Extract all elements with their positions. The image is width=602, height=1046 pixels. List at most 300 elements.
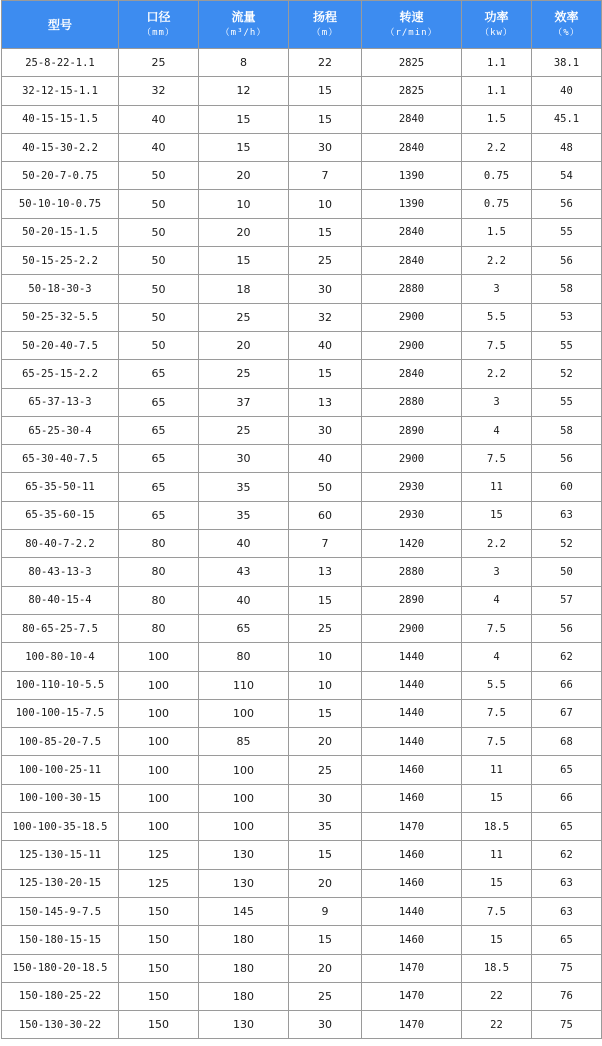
cell-speed: 1420 [362, 530, 462, 558]
cell-speed: 2825 [362, 77, 462, 105]
cell-flow: 43 [199, 558, 289, 586]
cell-speed: 1460 [362, 926, 462, 954]
cell-speed: 1440 [362, 643, 462, 671]
cell-speed: 1460 [362, 869, 462, 897]
cell-efficiency: 56 [532, 190, 602, 218]
cell-efficiency: 40 [532, 77, 602, 105]
cell-model: 65-25-30-4 [2, 416, 119, 444]
cell-head: 30 [289, 133, 362, 161]
cell-flow: 100 [199, 813, 289, 841]
cell-diameter: 32 [119, 77, 199, 105]
table-row [2, 954, 602, 982]
cell-power: 0.75 [462, 190, 532, 218]
cell-power: 4 [462, 416, 532, 444]
cell-model: 50-20-15-1.5 [2, 218, 119, 246]
cell-head: 20 [289, 954, 362, 982]
cell-diameter: 150 [119, 1011, 199, 1039]
cell-efficiency: 52 [532, 360, 602, 388]
cell-diameter: 50 [119, 247, 199, 275]
cell-model: 50-18-30-3 [2, 275, 119, 303]
table-row [2, 897, 602, 925]
cell-head: 60 [289, 501, 362, 529]
cell-efficiency: 52 [532, 530, 602, 558]
cell-power: 0.75 [462, 162, 532, 190]
header-unit: （m） [311, 27, 339, 38]
cell-head: 15 [289, 841, 362, 869]
cell-diameter: 150 [119, 897, 199, 925]
cell-power: 11 [462, 841, 532, 869]
cell-head: 25 [289, 982, 362, 1010]
cell-power: 1.5 [462, 218, 532, 246]
cell-model: 100-85-20-7.5 [2, 728, 119, 756]
cell-head: 15 [289, 586, 362, 614]
cell-power: 1.5 [462, 105, 532, 133]
table-row [2, 416, 602, 444]
cell-efficiency: 56 [532, 247, 602, 275]
cell-model: 150-130-30-22 [2, 1011, 119, 1039]
cell-power: 7.5 [462, 728, 532, 756]
cell-diameter: 50 [119, 331, 199, 359]
cell-head: 9 [289, 897, 362, 925]
cell-speed: 1440 [362, 671, 462, 699]
cell-model: 150-180-15-15 [2, 926, 119, 954]
cell-model: 25-8-22-1.1 [2, 49, 119, 77]
cell-power: 7.5 [462, 897, 532, 925]
cell-power: 3 [462, 388, 532, 416]
header-efficiency [532, 1, 602, 49]
header-label: 功率 [484, 9, 509, 24]
cell-flow: 145 [199, 897, 289, 925]
cell-speed: 2840 [362, 105, 462, 133]
header-row [2, 1, 602, 49]
cell-model: 80-65-25-7.5 [2, 614, 119, 642]
cell-efficiency: 63 [532, 869, 602, 897]
cell-power: 11 [462, 756, 532, 784]
cell-head: 30 [289, 1011, 362, 1039]
cell-flow: 20 [199, 331, 289, 359]
cell-model: 40-15-30-2.2 [2, 133, 119, 161]
table-row [2, 388, 602, 416]
cell-flow: 110 [199, 671, 289, 699]
cell-flow: 10 [199, 190, 289, 218]
cell-power: 15 [462, 926, 532, 954]
table-row [2, 671, 602, 699]
header-unit: （kw） [480, 27, 513, 38]
cell-head: 20 [289, 728, 362, 756]
cell-power: 3 [462, 275, 532, 303]
cell-efficiency: 55 [532, 218, 602, 246]
cell-head: 10 [289, 643, 362, 671]
cell-speed: 2900 [362, 445, 462, 473]
cell-flow: 80 [199, 643, 289, 671]
cell-model: 125-130-20-15 [2, 869, 119, 897]
cell-head: 50 [289, 473, 362, 501]
cell-head: 20 [289, 869, 362, 897]
header-head [289, 1, 362, 49]
header-label: 转速 [399, 9, 424, 24]
cell-head: 32 [289, 303, 362, 331]
cell-head: 13 [289, 558, 362, 586]
cell-efficiency: 62 [532, 841, 602, 869]
cell-efficiency: 56 [532, 445, 602, 473]
cell-speed: 1460 [362, 756, 462, 784]
cell-diameter: 80 [119, 558, 199, 586]
cell-power: 1.1 [462, 77, 532, 105]
cell-flow: 12 [199, 77, 289, 105]
cell-head: 13 [289, 388, 362, 416]
cell-flow: 180 [199, 982, 289, 1010]
cell-efficiency: 62 [532, 643, 602, 671]
cell-head: 30 [289, 784, 362, 812]
cell-speed: 2930 [362, 501, 462, 529]
cell-efficiency: 58 [532, 416, 602, 444]
cell-model: 80-40-7-2.2 [2, 530, 119, 558]
cell-speed: 1440 [362, 897, 462, 925]
table-row [2, 501, 602, 529]
table-row [2, 247, 602, 275]
cell-diameter: 80 [119, 530, 199, 558]
cell-model: 50-10-10-0.75 [2, 190, 119, 218]
cell-power: 22 [462, 1011, 532, 1039]
cell-speed: 1440 [362, 699, 462, 727]
cell-model: 100-100-15-7.5 [2, 699, 119, 727]
cell-power: 5.5 [462, 671, 532, 699]
cell-efficiency: 53 [532, 303, 602, 331]
cell-flow: 25 [199, 303, 289, 331]
cell-model: 65-25-15-2.2 [2, 360, 119, 388]
cell-efficiency: 56 [532, 614, 602, 642]
cell-speed: 2880 [362, 275, 462, 303]
header-power [462, 1, 532, 49]
pump-spec-table [1, 0, 602, 1039]
cell-efficiency: 38.1 [532, 49, 602, 77]
cell-model: 40-15-15-1.5 [2, 105, 119, 133]
cell-efficiency: 50 [532, 558, 602, 586]
cell-power: 3 [462, 558, 532, 586]
cell-diameter: 150 [119, 926, 199, 954]
cell-model: 150-180-25-22 [2, 982, 119, 1010]
cell-power: 22 [462, 982, 532, 1010]
cell-efficiency: 75 [532, 1011, 602, 1039]
cell-power: 15 [462, 501, 532, 529]
cell-diameter: 65 [119, 501, 199, 529]
cell-diameter: 50 [119, 303, 199, 331]
cell-power: 7.5 [462, 614, 532, 642]
cell-efficiency: 68 [532, 728, 602, 756]
cell-diameter: 80 [119, 614, 199, 642]
table-row [2, 473, 602, 501]
cell-efficiency: 76 [532, 982, 602, 1010]
cell-power: 1.1 [462, 49, 532, 77]
cell-diameter: 25 [119, 49, 199, 77]
cell-efficiency: 65 [532, 756, 602, 784]
cell-power: 5.5 [462, 303, 532, 331]
cell-speed: 2840 [362, 218, 462, 246]
cell-flow: 85 [199, 728, 289, 756]
header-unit: （mm） [142, 27, 175, 38]
header-label: 口径 [146, 9, 171, 24]
cell-flow: 65 [199, 614, 289, 642]
table-row [2, 162, 602, 190]
cell-flow: 180 [199, 954, 289, 982]
cell-power: 18.5 [462, 813, 532, 841]
cell-speed: 1470 [362, 982, 462, 1010]
cell-diameter: 50 [119, 162, 199, 190]
cell-flow: 18 [199, 275, 289, 303]
table-row [2, 699, 602, 727]
cell-speed: 2900 [362, 331, 462, 359]
table-row [2, 105, 602, 133]
table-row [2, 190, 602, 218]
cell-speed: 2840 [362, 133, 462, 161]
cell-model: 65-37-13-3 [2, 388, 119, 416]
cell-power: 7.5 [462, 445, 532, 473]
cell-power: 18.5 [462, 954, 532, 982]
cell-flow: 8 [199, 49, 289, 77]
cell-efficiency: 67 [532, 699, 602, 727]
header-flow [199, 1, 289, 49]
cell-speed: 2825 [362, 49, 462, 77]
cell-model: 100-80-10-4 [2, 643, 119, 671]
header-unit: （m³/h） [220, 27, 267, 38]
cell-power: 4 [462, 586, 532, 614]
cell-flow: 35 [199, 501, 289, 529]
cell-diameter: 40 [119, 105, 199, 133]
cell-flow: 25 [199, 360, 289, 388]
cell-model: 65-30-40-7.5 [2, 445, 119, 473]
cell-diameter: 100 [119, 728, 199, 756]
cell-flow: 15 [199, 133, 289, 161]
cell-efficiency: 45.1 [532, 105, 602, 133]
cell-model: 80-40-15-4 [2, 586, 119, 614]
cell-power: 4 [462, 643, 532, 671]
table-row [2, 1011, 602, 1039]
cell-model: 125-130-15-11 [2, 841, 119, 869]
cell-speed: 1470 [362, 954, 462, 982]
cell-efficiency: 65 [532, 926, 602, 954]
cell-head: 15 [289, 105, 362, 133]
cell-speed: 1460 [362, 841, 462, 869]
table-row [2, 275, 602, 303]
table-row [2, 841, 602, 869]
cell-speed: 2890 [362, 416, 462, 444]
cell-flow: 100 [199, 699, 289, 727]
cell-head: 10 [289, 671, 362, 699]
table-row [2, 218, 602, 246]
cell-model: 32-12-15-1.1 [2, 77, 119, 105]
cell-efficiency: 63 [532, 501, 602, 529]
cell-model: 50-25-32-5.5 [2, 303, 119, 331]
cell-model: 50-20-40-7.5 [2, 331, 119, 359]
cell-head: 25 [289, 756, 362, 784]
cell-model: 50-20-7-0.75 [2, 162, 119, 190]
header-label: 效率 [554, 9, 579, 24]
cell-speed: 1470 [362, 1011, 462, 1039]
cell-speed: 2900 [362, 614, 462, 642]
cell-flow: 130 [199, 841, 289, 869]
cell-power: 7.5 [462, 331, 532, 359]
cell-diameter: 150 [119, 982, 199, 1010]
cell-flow: 15 [199, 105, 289, 133]
cell-efficiency: 66 [532, 671, 602, 699]
table-row [2, 586, 602, 614]
cell-diameter: 50 [119, 218, 199, 246]
table-row [2, 445, 602, 473]
cell-model: 50-15-25-2.2 [2, 247, 119, 275]
table-row [2, 49, 602, 77]
header-label: 流量 [231, 9, 256, 24]
cell-speed: 2840 [362, 247, 462, 275]
cell-head: 25 [289, 614, 362, 642]
cell-efficiency: 58 [532, 275, 602, 303]
header-label: 型号 [47, 17, 72, 32]
table-row [2, 331, 602, 359]
cell-flow: 20 [199, 218, 289, 246]
table-row [2, 756, 602, 784]
cell-power: 11 [462, 473, 532, 501]
cell-flow: 100 [199, 756, 289, 784]
cell-diameter: 50 [119, 190, 199, 218]
cell-speed: 2880 [362, 558, 462, 586]
cell-speed: 1470 [362, 813, 462, 841]
cell-efficiency: 54 [532, 162, 602, 190]
cell-efficiency: 57 [532, 586, 602, 614]
table-row [2, 982, 602, 1010]
cell-model: 80-43-13-3 [2, 558, 119, 586]
cell-model: 65-35-50-11 [2, 473, 119, 501]
table-row [2, 133, 602, 161]
cell-head: 15 [289, 218, 362, 246]
cell-efficiency: 63 [532, 897, 602, 925]
table-row [2, 784, 602, 812]
table-row [2, 77, 602, 105]
cell-efficiency: 55 [532, 331, 602, 359]
cell-efficiency: 65 [532, 813, 602, 841]
cell-head: 15 [289, 926, 362, 954]
table-row [2, 813, 602, 841]
table-row [2, 614, 602, 642]
cell-head: 30 [289, 416, 362, 444]
cell-head: 7 [289, 162, 362, 190]
cell-diameter: 100 [119, 784, 199, 812]
cell-speed: 1440 [362, 728, 462, 756]
cell-diameter: 125 [119, 841, 199, 869]
cell-speed: 1390 [362, 162, 462, 190]
header-speed [362, 1, 462, 49]
cell-model: 65-35-60-15 [2, 501, 119, 529]
cell-diameter: 65 [119, 445, 199, 473]
cell-speed: 2840 [362, 360, 462, 388]
cell-head: 22 [289, 49, 362, 77]
header-unit: （%） [553, 27, 580, 38]
cell-flow: 25 [199, 416, 289, 444]
cell-head: 15 [289, 360, 362, 388]
header-diameter [119, 1, 199, 49]
cell-flow: 130 [199, 869, 289, 897]
cell-diameter: 65 [119, 416, 199, 444]
cell-diameter: 100 [119, 671, 199, 699]
cell-diameter: 80 [119, 586, 199, 614]
cell-speed: 2880 [362, 388, 462, 416]
cell-flow: 40 [199, 530, 289, 558]
cell-diameter: 65 [119, 473, 199, 501]
cell-flow: 30 [199, 445, 289, 473]
cell-head: 35 [289, 813, 362, 841]
cell-speed: 2900 [362, 303, 462, 331]
table-row [2, 558, 602, 586]
table-row [2, 360, 602, 388]
cell-efficiency: 55 [532, 388, 602, 416]
cell-head: 25 [289, 247, 362, 275]
cell-efficiency: 60 [532, 473, 602, 501]
cell-head: 15 [289, 699, 362, 727]
cell-head: 7 [289, 530, 362, 558]
cell-model: 100-110-10-5.5 [2, 671, 119, 699]
table-row [2, 728, 602, 756]
table-body [2, 49, 602, 1039]
cell-head: 40 [289, 331, 362, 359]
header-label: 扬程 [312, 9, 337, 24]
table-header [2, 1, 602, 49]
cell-efficiency: 66 [532, 784, 602, 812]
cell-model: 150-145-9-7.5 [2, 897, 119, 925]
cell-diameter: 100 [119, 643, 199, 671]
cell-model: 100-100-35-18.5 [2, 813, 119, 841]
cell-flow: 20 [199, 162, 289, 190]
table-row [2, 869, 602, 897]
cell-head: 10 [289, 190, 362, 218]
cell-flow: 15 [199, 247, 289, 275]
table-row [2, 643, 602, 671]
cell-flow: 130 [199, 1011, 289, 1039]
cell-speed: 1390 [362, 190, 462, 218]
cell-model: 100-100-30-15 [2, 784, 119, 812]
cell-diameter: 100 [119, 699, 199, 727]
table-row [2, 303, 602, 331]
cell-power: 15 [462, 869, 532, 897]
cell-flow: 40 [199, 586, 289, 614]
table-row [2, 926, 602, 954]
cell-flow: 35 [199, 473, 289, 501]
cell-power: 7.5 [462, 699, 532, 727]
table-row [2, 530, 602, 558]
cell-speed: 2930 [362, 473, 462, 501]
cell-diameter: 150 [119, 954, 199, 982]
cell-flow: 180 [199, 926, 289, 954]
cell-speed: 2890 [362, 586, 462, 614]
cell-diameter: 40 [119, 133, 199, 161]
cell-head: 30 [289, 275, 362, 303]
cell-head: 15 [289, 77, 362, 105]
cell-diameter: 65 [119, 388, 199, 416]
cell-model: 100-100-25-11 [2, 756, 119, 784]
cell-diameter: 100 [119, 756, 199, 784]
cell-head: 40 [289, 445, 362, 473]
cell-model: 150-180-20-18.5 [2, 954, 119, 982]
cell-flow: 37 [199, 388, 289, 416]
cell-flow: 100 [199, 784, 289, 812]
cell-power: 2.2 [462, 360, 532, 388]
cell-diameter: 50 [119, 275, 199, 303]
cell-speed: 1460 [362, 784, 462, 812]
cell-power: 2.2 [462, 247, 532, 275]
cell-diameter: 125 [119, 869, 199, 897]
cell-power: 15 [462, 784, 532, 812]
cell-power: 2.2 [462, 530, 532, 558]
header-unit: （r/min） [385, 27, 438, 38]
cell-efficiency: 75 [532, 954, 602, 982]
cell-diameter: 100 [119, 813, 199, 841]
